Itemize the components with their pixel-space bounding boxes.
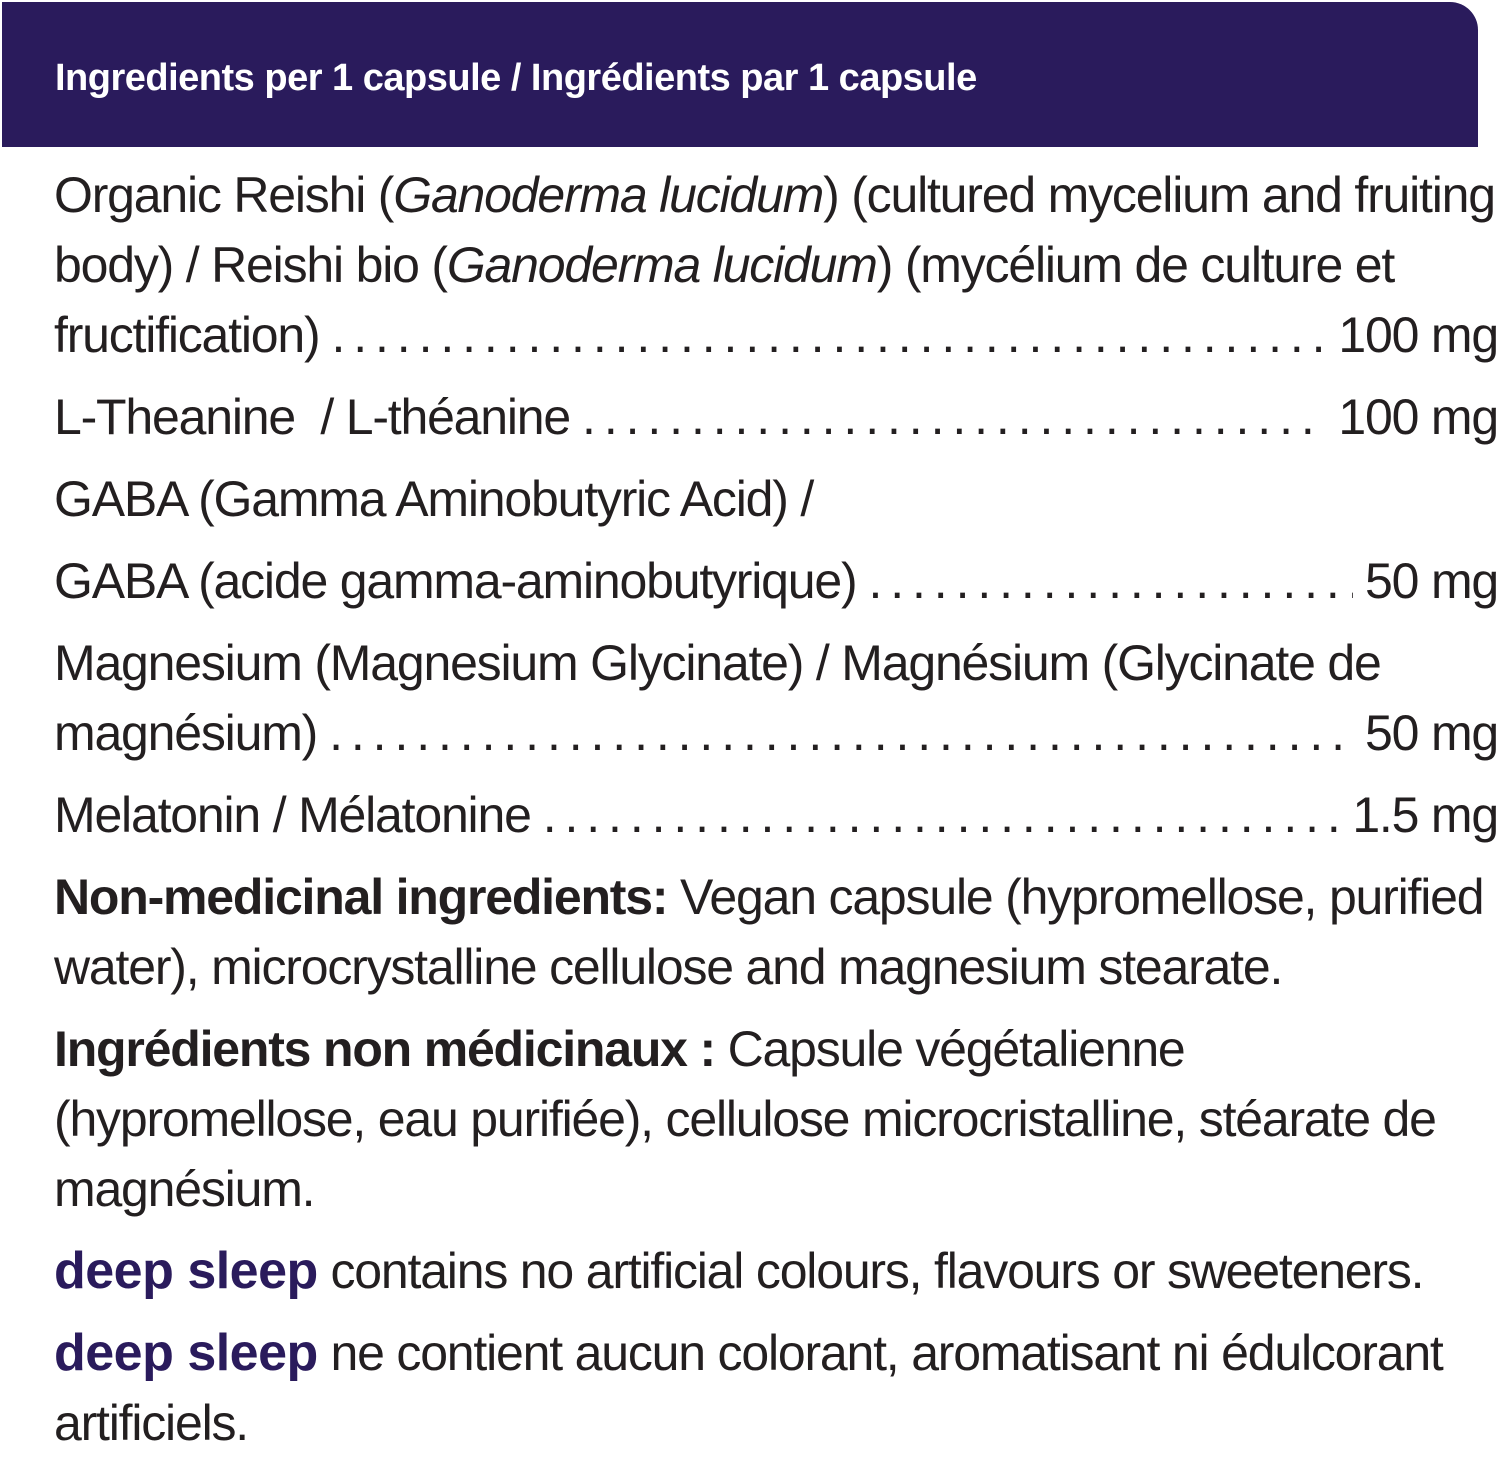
- non-medicinal-en-label: Non-medicinal ingredients:: [54, 869, 668, 925]
- ingredient-melatonin: [54, 780, 1498, 850]
- claim-fr-text: ne contient aucun colorant, aromatisant ni édulcorant artificiels.: [54, 1325, 1443, 1451]
- claim-fr: [54, 1318, 1498, 1458]
- theanine-label: L-Theanine / L-théanine: [54, 389, 571, 445]
- reishi-fr-latin-name: Ganoderma lucidum: [446, 237, 877, 293]
- non-medicinal-en-text: Vegan capsule (hypromellose, purified water), microcrystalline cellulose and magnesium stearate.: [54, 869, 1484, 995]
- dot-leader: [868, 546, 1353, 616]
- magnesium-label: Magnesium (Magnesium Glycinate) / Magnésium (Glycinate de: [54, 635, 1381, 691]
- reishi-fr-prefix: body) / Reishi bio (: [54, 237, 447, 293]
- gaba-label-en: GABA (Gamma Aminobutyric Acid) /: [54, 471, 814, 527]
- reishi-fr-end: fructification): [54, 307, 320, 363]
- reishi-description: ) (cultured mycelium and fruiting: [823, 167, 1495, 223]
- melatonin-amount: 1.5 mg: [1352, 787, 1498, 843]
- claim-en-text: contains no artificial colours, flavours or sweeteners.: [317, 1243, 1424, 1299]
- reishi-prefix: Organic Reishi (: [54, 167, 394, 223]
- claim-en: [54, 1236, 1498, 1306]
- brand-name: deep sleep: [54, 1324, 318, 1382]
- ingredient-reishi: [54, 160, 1498, 370]
- non-medicinal-en: [54, 862, 1498, 1002]
- non-medicinal-fr-text: Capsule végétalienne (hypromellose, eau purifiée), cellulose microcristalline, stéarate de magnésium.: [54, 1021, 1436, 1217]
- ingredient-magnesium: [54, 628, 1498, 768]
- dot-leader: [582, 382, 1326, 452]
- reishi-fr-description: ) (mycélium de culture et: [876, 237, 1395, 293]
- gaba-label-fr: GABA (acide gamma-aminobutyrique): [54, 553, 857, 609]
- magnesium-label-end: magnésium): [54, 705, 318, 761]
- ingredients-panel: [54, 160, 1498, 1470]
- ingredient-gaba: [54, 464, 1498, 616]
- ingredients-header: [2, 2, 1478, 147]
- dot-leader: [331, 300, 1326, 370]
- dot-leader: [329, 698, 1353, 768]
- magnesium-amount: 50 mg: [1365, 705, 1498, 761]
- ingredient-theanine: [54, 382, 1498, 452]
- dot-leader: [543, 780, 1341, 850]
- non-medicinal-fr: [54, 1014, 1498, 1224]
- gaba-amount: 50 mg: [1365, 553, 1498, 609]
- reishi-latin-name: Ganoderma lucidum: [393, 167, 824, 223]
- theanine-amount: 100 mg: [1338, 389, 1498, 445]
- non-medicinal-fr-label: Ingrédients non médicinaux :: [54, 1021, 715, 1077]
- header-title: Ingredients per 1 capsule / Ingrédients par 1 capsule: [55, 57, 977, 99]
- brand-name: deep sleep: [54, 1242, 318, 1300]
- reishi-amount: 100 mg: [1338, 307, 1498, 363]
- melatonin-label: Melatonin / Mélatonine: [54, 787, 531, 843]
